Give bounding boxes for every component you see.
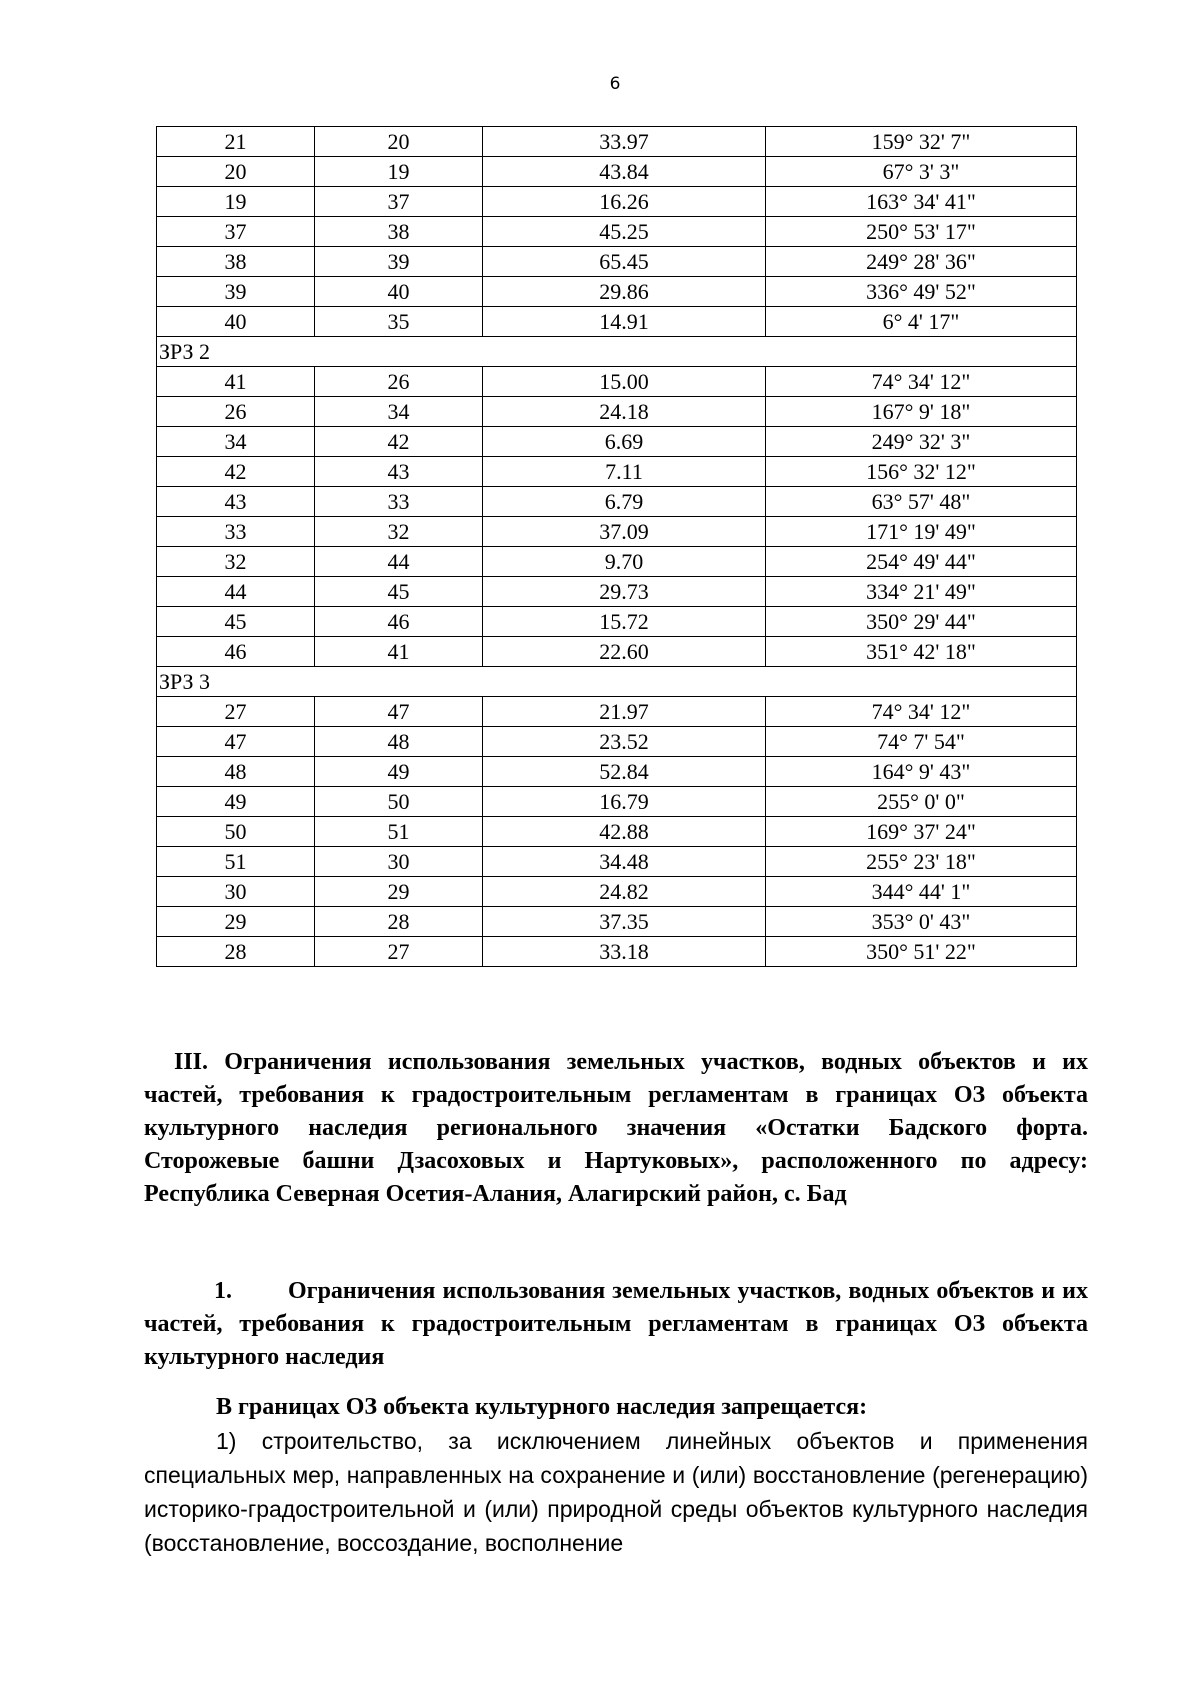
table-row xyxy=(157,397,1077,427)
to-point-cell: 34 xyxy=(315,397,483,427)
to-point-cell: 51 xyxy=(315,817,483,847)
from-point-cell: 47 xyxy=(157,727,315,757)
to-point-cell: 45 xyxy=(315,577,483,607)
to-point-cell: 39 xyxy=(315,247,483,277)
table-row xyxy=(157,577,1077,607)
from-point-cell: 38 xyxy=(157,247,315,277)
table-row xyxy=(157,877,1077,907)
from-point-cell: 33 xyxy=(157,517,315,547)
group-label: ЗРЗ 2 xyxy=(157,337,1077,367)
table-row xyxy=(157,697,1077,727)
to-point-cell: 33 xyxy=(315,487,483,517)
angle-cell: 74° 7' 54" xyxy=(766,727,1077,757)
table-row xyxy=(157,907,1077,937)
prohibited-heading: В границах ОЗ объекта культурного наследия запрещается: xyxy=(216,1394,868,1420)
distance-cell: 24.82 xyxy=(483,877,766,907)
to-point-cell: 35 xyxy=(315,307,483,337)
angle-cell: 254° 49' 44" xyxy=(766,547,1077,577)
table-row xyxy=(157,457,1077,487)
from-point-cell: 42 xyxy=(157,457,315,487)
distance-cell: 15.00 xyxy=(483,367,766,397)
from-point-cell: 28 xyxy=(157,937,315,967)
to-point-cell: 30 xyxy=(315,847,483,877)
from-point-cell: 26 xyxy=(157,397,315,427)
from-point-cell: 41 xyxy=(157,367,315,397)
distance-cell: 6.79 xyxy=(483,487,766,517)
from-point-cell: 39 xyxy=(157,277,315,307)
group-row xyxy=(157,667,1077,697)
section-heading: III. Ограничения использования земельных участков, водных объектов и их частей, требования к градостроительным регламентам в границах ОЗ объекта культурного наследия регионального значения «Остатки Бадского форта. Сторожевые башни Дзасоховых и Нартуковых», расположенного по адресу: Республика Северная Осетия-Алания, Алагирский район, с. Бад xyxy=(144,1049,1088,1207)
to-point-cell: 38 xyxy=(315,217,483,247)
distance-cell: 65.45 xyxy=(483,247,766,277)
to-point-cell: 28 xyxy=(315,907,483,937)
from-point-cell: 49 xyxy=(157,787,315,817)
to-point-cell: 29 xyxy=(315,877,483,907)
distance-cell: 24.18 xyxy=(483,397,766,427)
table-row xyxy=(157,187,1077,217)
table-row xyxy=(157,547,1077,577)
angle-cell: 167° 9' 18" xyxy=(766,397,1077,427)
angle-cell: 336° 49' 52" xyxy=(766,277,1077,307)
from-point-cell: 29 xyxy=(157,907,315,937)
to-point-cell: 20 xyxy=(315,127,483,157)
to-point-cell: 37 xyxy=(315,187,483,217)
to-point-cell: 49 xyxy=(315,757,483,787)
table-row xyxy=(157,157,1077,187)
table-row xyxy=(157,787,1077,817)
from-point-cell: 34 xyxy=(157,427,315,457)
distance-cell: 16.26 xyxy=(483,187,766,217)
distance-cell: 29.86 xyxy=(483,277,766,307)
distance-cell: 16.79 xyxy=(483,787,766,817)
distance-cell: 34.48 xyxy=(483,847,766,877)
from-point-cell: 46 xyxy=(157,637,315,667)
distance-cell: 23.52 xyxy=(483,727,766,757)
from-point-cell: 21 xyxy=(157,127,315,157)
from-point-cell: 30 xyxy=(157,877,315,907)
to-point-cell: 19 xyxy=(315,157,483,187)
table-row xyxy=(157,217,1077,247)
angle-cell: 344° 44' 1" xyxy=(766,877,1077,907)
distance-cell: 22.60 xyxy=(483,637,766,667)
angle-cell: 63° 57' 48" xyxy=(766,487,1077,517)
to-point-cell: 41 xyxy=(315,637,483,667)
angle-cell: 156° 32' 12" xyxy=(766,457,1077,487)
angle-cell: 350° 51' 22" xyxy=(766,937,1077,967)
table-row xyxy=(157,277,1077,307)
subsection-number: 1. xyxy=(214,1278,232,1304)
table-row xyxy=(157,817,1077,847)
from-point-cell: 40 xyxy=(157,307,315,337)
subsection-heading xyxy=(144,1275,1088,1374)
coordinates-table xyxy=(156,126,1077,967)
distance-cell: 15.72 xyxy=(483,607,766,637)
angle-cell: 351° 42' 18" xyxy=(766,637,1077,667)
distance-cell: 37.09 xyxy=(483,517,766,547)
angle-cell: 67° 3' 3" xyxy=(766,157,1077,187)
angle-cell: 353° 0' 43" xyxy=(766,907,1077,937)
distance-cell: 45.25 xyxy=(483,217,766,247)
table-row xyxy=(157,367,1077,397)
to-point-cell: 42 xyxy=(315,427,483,457)
angle-cell: 74° 34' 12" xyxy=(766,367,1077,397)
to-point-cell: 46 xyxy=(315,607,483,637)
angle-cell: 249° 28' 36" xyxy=(766,247,1077,277)
distance-cell: 52.84 xyxy=(483,757,766,787)
group-row xyxy=(157,337,1077,367)
distance-cell: 37.35 xyxy=(483,907,766,937)
distance-cell: 43.84 xyxy=(483,157,766,187)
to-point-cell: 48 xyxy=(315,727,483,757)
angle-cell: 334° 21' 49" xyxy=(766,577,1077,607)
from-point-cell: 27 xyxy=(157,697,315,727)
table-row xyxy=(157,727,1077,757)
table-row xyxy=(157,637,1077,667)
table-row xyxy=(157,937,1077,967)
angle-cell: 249° 32' 3" xyxy=(766,427,1077,457)
group-label: ЗРЗ 3 xyxy=(157,667,1077,697)
distance-cell: 14.91 xyxy=(483,307,766,337)
distance-cell: 33.97 xyxy=(483,127,766,157)
paragraph-1: 1) строительство, за исключением линейных объектов и применения специальных мер, направленных на сохранение и (или) восстановление (регенерацию) историко-градостроительной и (или) природной среды объектов культурного наследия (восстановление, воссоздание, восполнение xyxy=(144,1428,1088,1556)
table-row xyxy=(157,307,1077,337)
table-row xyxy=(157,427,1077,457)
distance-cell: 42.88 xyxy=(483,817,766,847)
distance-cell: 33.18 xyxy=(483,937,766,967)
to-point-cell: 40 xyxy=(315,277,483,307)
to-point-cell: 43 xyxy=(315,457,483,487)
distance-cell: 6.69 xyxy=(483,427,766,457)
from-point-cell: 19 xyxy=(157,187,315,217)
angle-cell: 171° 19' 49" xyxy=(766,517,1077,547)
to-point-cell: 27 xyxy=(315,937,483,967)
to-point-cell: 26 xyxy=(315,367,483,397)
from-point-cell: 45 xyxy=(157,607,315,637)
from-point-cell: 43 xyxy=(157,487,315,517)
table-row xyxy=(157,757,1077,787)
from-point-cell: 20 xyxy=(157,157,315,187)
angle-cell: 159° 32' 7" xyxy=(766,127,1077,157)
angle-cell: 163° 34' 41" xyxy=(766,187,1077,217)
table-row xyxy=(157,517,1077,547)
coordinates-table-body xyxy=(157,127,1077,967)
distance-cell: 29.73 xyxy=(483,577,766,607)
from-point-cell: 48 xyxy=(157,757,315,787)
from-point-cell: 32 xyxy=(157,547,315,577)
subsection-text: Ограничения использования земельных участков, водных объектов и их частей, требования к градостроительным регламентам в границах ОЗ объекта культурного наследия xyxy=(144,1278,1088,1370)
table-row xyxy=(157,607,1077,637)
angle-cell: 164° 9' 43" xyxy=(766,757,1077,787)
to-point-cell: 44 xyxy=(315,547,483,577)
angle-cell: 255° 0' 0" xyxy=(766,787,1077,817)
angle-cell: 6° 4' 17" xyxy=(766,307,1077,337)
angle-cell: 250° 53' 17" xyxy=(766,217,1077,247)
to-point-cell: 32 xyxy=(315,517,483,547)
table-row xyxy=(157,487,1077,517)
to-point-cell: 47 xyxy=(315,697,483,727)
from-point-cell: 37 xyxy=(157,217,315,247)
from-point-cell: 44 xyxy=(157,577,315,607)
distance-cell: 9.70 xyxy=(483,547,766,577)
table-row xyxy=(157,127,1077,157)
angle-cell: 169° 37' 24" xyxy=(766,817,1077,847)
angle-cell: 255° 23' 18" xyxy=(766,847,1077,877)
to-point-cell: 50 xyxy=(315,787,483,817)
distance-cell: 7.11 xyxy=(483,457,766,487)
from-point-cell: 51 xyxy=(157,847,315,877)
table-row xyxy=(157,247,1077,277)
angle-cell: 74° 34' 12" xyxy=(766,697,1077,727)
distance-cell: 21.97 xyxy=(483,697,766,727)
page-number: 6 xyxy=(609,74,621,94)
from-point-cell: 50 xyxy=(157,817,315,847)
angle-cell: 350° 29' 44" xyxy=(766,607,1077,637)
table-row xyxy=(157,847,1077,877)
